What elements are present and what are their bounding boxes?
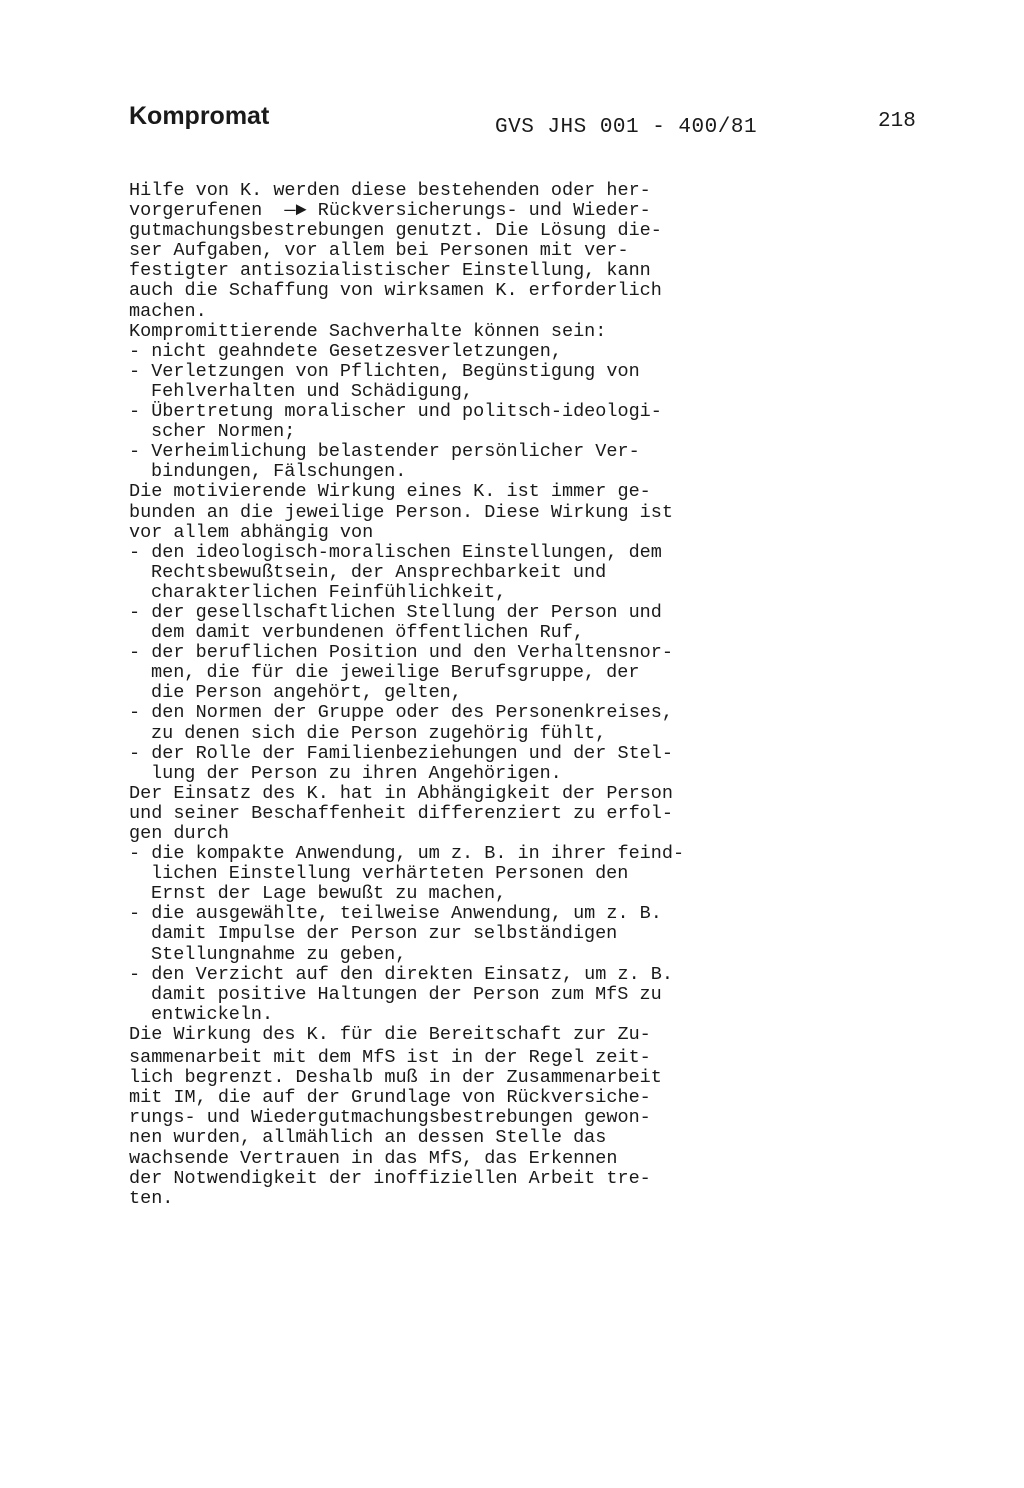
text-line: Kompromittierende Sachverhalte können sein: — [129, 320, 607, 342]
text-line: ten. — [129, 1187, 174, 1209]
list-item-continuation: men, die für die jeweilige Berufsgruppe, der — [151, 662, 640, 684]
text-line: machen. — [129, 300, 207, 322]
list-item-continuation: scher Normen; — [151, 421, 296, 443]
document-reference: GVS JHS 001 - 400/81 — [495, 116, 758, 139]
list-item-continuation: lichen Einstellung verhärteten Personen den — [151, 863, 629, 885]
list-item-continuation: Stellungnahme zu geben, — [151, 943, 407, 965]
list-item-continuation: charakterlichen Feinfühlichkeit, — [151, 581, 507, 603]
list-item-continuation: damit positive Haltungen der Person zum MfS zu — [151, 983, 662, 1005]
text-line: und seiner Beschaffenheit differenziert zu erfol- — [129, 802, 673, 824]
text-line: Der Einsatz des K. hat in Abhängigkeit der Person — [129, 782, 673, 804]
text-line: der Notwendigkeit der inoffiziellen Arbeit tre- — [129, 1167, 651, 1189]
text-line: bunden an die jeweilige Person. Diese Wirkung ist — [129, 501, 673, 523]
text-line: vorgerufenen —► Rückversicherungs- und Wieder- — [129, 200, 651, 222]
body-text — [129, 181, 769, 1209]
text-line: Die Wirkung des K. für die Bereitschaft zur Zu- — [129, 1023, 651, 1045]
text-line: festigter antisozialistischer Einstellung, kann — [129, 260, 651, 282]
list-item: - nicht geahndete Gesetzesverletzungen, — [129, 340, 562, 362]
list-item-continuation: entwickeln. — [151, 1003, 274, 1025]
list-item: - den ideologisch-moralischen Einstellungen, dem — [129, 541, 662, 563]
text-line: mit IM, die auf der Grundlage von Rückversiche- — [129, 1087, 651, 1109]
list-item-continuation: zu denen sich die Person zugehörig fühlt, — [151, 722, 607, 744]
list-item-continuation: Fehlverhalten und Schädigung, — [151, 380, 473, 402]
list-item: - den Normen der Gruppe oder des Personenkreises, — [129, 702, 673, 724]
list-item: - der gesellschaftlichen Stellung der Person und — [129, 601, 662, 623]
list-item: - die ausgewählte, teilweise Anwendung, um z. B. — [129, 903, 662, 925]
text-line: sammenarbeit mit dem MfS ist in der Regel zeit- — [129, 1047, 651, 1069]
text-line: vor allem abhängig von — [129, 521, 374, 543]
text-line: auch die Schaffung von wirksamen K. erforderlich — [129, 280, 662, 302]
text-line: nen wurden, allmählich an dessen Stelle das — [129, 1127, 607, 1149]
text-line: ser Aufgaben, vor allem bei Personen mit ver- — [129, 240, 629, 262]
text-line: Hilfe von K. werden diese bestehenden oder her- — [129, 180, 651, 201]
list-item: - Übertretung moralischer und politsch-ideologi- — [129, 401, 662, 423]
list-item: - der beruflichen Position und den Verhaltensnor- — [129, 642, 673, 664]
list-item-continuation: dem damit verbundenen öffentlichen Ruf, — [151, 622, 584, 644]
text-line: wachsende Vertrauen in das MfS, das Erkennen — [129, 1147, 618, 1169]
list-item-continuation: Ernst der Lage bewußt zu machen, — [151, 883, 507, 905]
list-item: - die kompakte Anwendung, um z. B. in ihrer feind- — [129, 843, 685, 865]
text-line: gen durch — [129, 823, 229, 844]
text-line: rungs- und Wiedergutmachungsbestrebungen gewon- — [129, 1107, 651, 1129]
text-line: Die motivierende Wirkung eines K. ist immer ge- — [129, 481, 651, 503]
page-title: Kompromat — [129, 102, 270, 130]
list-item-continuation: die Person angehört, gelten, — [151, 682, 462, 704]
list-item-continuation: lung der Person zu ihren Angehörigen. — [151, 762, 562, 784]
list-item-continuation: Rechtsbewußtsein, der Ansprechbarkeit und — [151, 561, 607, 583]
list-item: - Verheimlichung belastender persönlicher Ver- — [129, 441, 640, 463]
list-item-continuation: bindungen, Fälschungen. — [151, 461, 407, 483]
text-line: lich begrenzt. Deshalb muß in der Zusammenarbeit — [129, 1067, 662, 1089]
text-line: gutmachungsbestrebungen genutzt. Die Lösung die- — [129, 220, 662, 242]
page-number: 218 — [878, 110, 916, 133]
list-item: - Verletzungen von Pflichten, Begünstigung von — [129, 360, 640, 382]
list-item-continuation: damit Impulse der Person zur selbständigen — [151, 923, 618, 945]
list-item: - den Verzicht auf den direkten Einsatz, um z. B. — [129, 963, 673, 985]
list-item: - der Rolle der Familienbeziehungen und der Stel- — [129, 742, 673, 764]
